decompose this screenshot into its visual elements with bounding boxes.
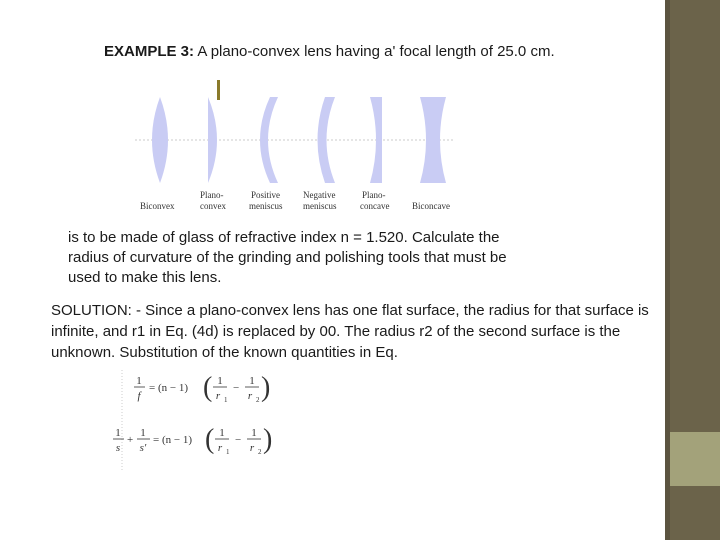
eq2-term1-subscript: 1 — [226, 448, 230, 456]
label-plano-convex-1: Plano- — [200, 190, 224, 200]
label-positive-meniscus-2: meniscus — [249, 201, 283, 211]
lens-types-figure — [130, 80, 460, 220]
eq2-open-paren: ( — [205, 424, 215, 455]
eq1-open-paren: ( — [203, 372, 213, 403]
label-plano-concave-2: concave — [360, 201, 390, 211]
eq2-b-numerator: 1 — [140, 427, 146, 439]
biconvex-lens — [152, 97, 168, 183]
label-positive-meniscus-1: Positive — [251, 190, 281, 200]
eq2-factor: = (n − 1) — [153, 434, 192, 446]
eq1-lhs-numerator: 1 — [136, 375, 142, 387]
eq1-term2-numerator: 1 — [249, 375, 255, 387]
eq2-term2-numerator: 1 — [251, 427, 257, 439]
eq1-minus: − — [233, 382, 240, 394]
title-text: A plano-convex lens having a' focal length of 25.0 cm. — [194, 43, 555, 60]
eq2-term1-numerator: 1 — [219, 427, 225, 439]
eq1-term2-subscript: 2 — [256, 396, 260, 404]
position-marker — [217, 80, 220, 100]
eq2-minus: − — [235, 434, 242, 446]
eq2-close-paren: ) — [263, 424, 273, 455]
slide-title — [104, 43, 555, 60]
label-biconcave: Biconcave — [412, 201, 450, 211]
eq1-close-paren: ) — [261, 372, 271, 403]
eq1-factor: = (n − 1) — [149, 382, 188, 394]
title-prefix: EXAMPLE 3: — [104, 43, 195, 60]
eq1-term1-denominator: r — [215, 390, 221, 402]
eq1-term1-subscript: 1 — [224, 396, 228, 404]
plano-convex-lens — [208, 97, 217, 183]
label-plano-concave-1: Plano- — [362, 190, 386, 200]
problem-text: is to be made of glass of refractive index n = 1.520. Calculate the radius of curvature of the grinding and polishing tools that must be used to make this lens. — [68, 229, 507, 286]
eq2-a-numerator: 1 — [115, 427, 121, 439]
lens-equations — [95, 365, 285, 477]
eq2-term2-subscript: 2 — [258, 448, 262, 456]
label-biconvex: Biconvex — [140, 201, 175, 211]
eq1-term2-denominator: r — [247, 390, 253, 402]
eq2-term2-denominator: r — [249, 442, 255, 454]
eq1-term1-numerator: 1 — [217, 375, 223, 387]
eq2-term1-denominator: r — [217, 442, 223, 454]
label-plano-convex-2: convex — [200, 201, 226, 211]
lensmaker-equation — [113, 424, 272, 456]
sidebar-accent-block — [670, 432, 720, 486]
thin-lens-equation — [134, 372, 270, 404]
label-negative-meniscus-2: meniscus — [303, 201, 337, 211]
eq2-a-denominator: s — [115, 442, 121, 454]
label-negative-meniscus-1: Negative — [303, 190, 336, 200]
eq1-lhs-denominator: f — [137, 390, 141, 402]
solution-text: SOLUTION: - Since a plano-convex lens has one flat surface, the radius for that surface is infinite, and r1 in Eq. (4d) is replaced by 00. The radius r2 of the second surface is the unknown. Substitution of the known quantities in Eq. — [51, 302, 649, 361]
eq2-plus: + — [127, 434, 134, 446]
eq2-b-denominator: s′ — [139, 442, 147, 454]
